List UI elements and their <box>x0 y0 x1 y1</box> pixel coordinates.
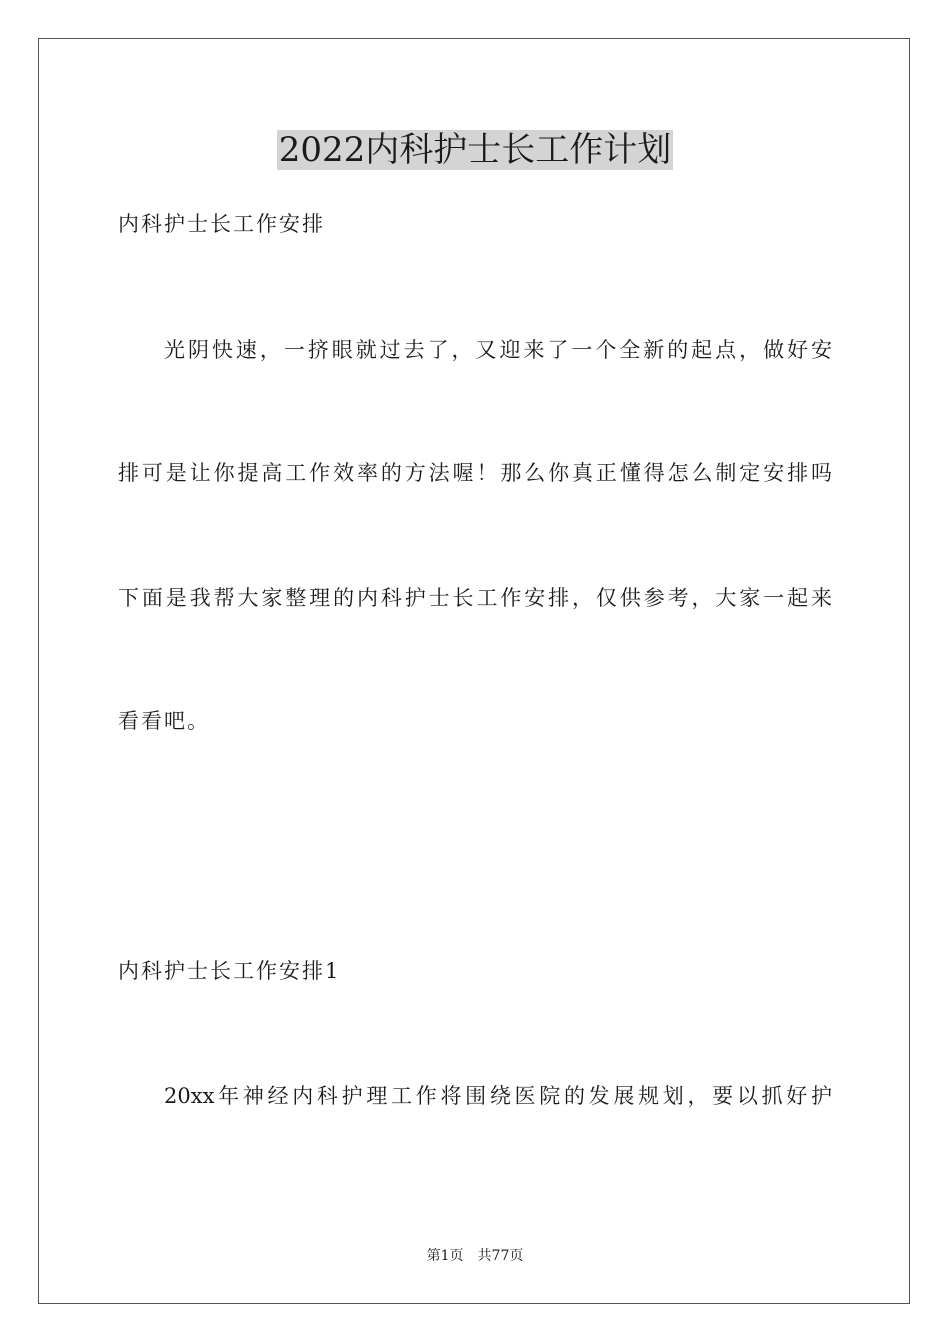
page-footer: 第1页 共77页 <box>426 1248 524 1264</box>
section-heading: 内科护士长工作安排 <box>118 212 325 236</box>
document-title-text: 2022内科护士长工作计划 <box>278 130 672 170</box>
document-title <box>0 128 950 172</box>
paragraph-line: 看看吧。 <box>118 709 210 733</box>
paragraph-line: 20xx年神经内科护理工作将围绕医院的发展规划，要以抓好护 <box>164 1084 832 1108</box>
paragraph-line: 排可是让你提高工作效率的方法喔！那么你真正懂得怎么制定安排吗 <box>118 461 832 485</box>
section-heading: 内科护士长工作安排1 <box>118 959 341 983</box>
paragraph-line: 光阴快速，一挤眼就过去了，又迎来了一个全新的起点，做好安 <box>164 338 832 362</box>
paragraph-line: 下面是我帮大家整理的内科护士长工作安排，仅供参考，大家一起来 <box>118 586 832 610</box>
